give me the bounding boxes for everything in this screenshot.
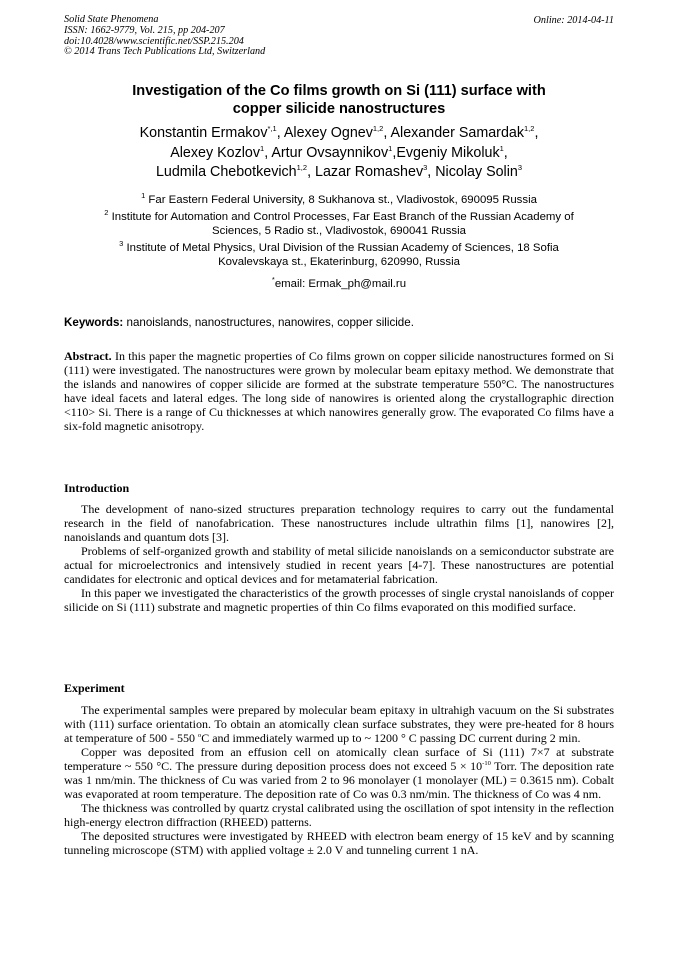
- author-line-3: Ludmila Chebotkevich$^{1,2}$, Lazar Romashev$^3$, Nicolay Solin$^3$: [155, 163, 523, 180]
- introduction-body: [64, 502, 614, 614]
- paragraph: [64, 703, 614, 745]
- affiliation-number: 2: [104, 207, 109, 217]
- paragraph: Problems of self-organized growth and stability of metal silicide nanoislands on a semiconductor substrate are actual for microelectronics and intensively studied in recent years [4-7]. These nanostructures are potential candidates for electronic and optical devices and for metamaterial fabrication.: [64, 544, 614, 586]
- section-heading-introduction: Introduction: [64, 481, 130, 495]
- paragraph-text: C and immediately warmed up to ~ 1200 ° C passing DC current during 2 min.: [201, 731, 581, 745]
- journal-issn: ISSN: 1662-9779, Vol. 215, pp 204-207: [64, 24, 225, 36]
- title-line-1: Investigation of the Co films growth on Si (111) surface with: [132, 83, 546, 99]
- author-list: [64, 124, 614, 183]
- paragraph: In this paper we investigated the characteristics of the growth processes of single crystal nanoislands of copper silicide on Si (111) substrate and magnetic properties of thin Co films evaporated on this modified surface.: [64, 586, 614, 614]
- author-name: Alexey Kozlov: [170, 144, 261, 161]
- affiliation-number: 1: [141, 191, 146, 201]
- paragraph-text: Copper was deposited from an effusion cell on atomically clean surface of Si (111) 7×7 at substrate temperature ~ 550 °C. The pressure during deposition process does not exceed 5 × 10: [64, 745, 614, 773]
- author-affil-sup: 1: [388, 143, 393, 153]
- paper-title: [64, 82, 614, 118]
- affiliation-number: 3: [119, 238, 124, 248]
- keywords-text: nanoislands, nanostructures, nanowires, copper silicide.: [123, 316, 414, 329]
- paragraph: The development of nano-sized structures preparation technology requires to carry out the fundamental research in the field of nanofabrication. These nanostructures include ultrathin films [1], nanowires [2], nanoislands and quantum dots [3].: [64, 502, 614, 544]
- affiliation-text: Institute for Automation and Control Processes, Far East Branch of the Russian Academy of: [111, 210, 574, 223]
- abstract-text: In this paper the magnetic properties of Co films grown on copper silicide nanostructures formed on Si (111) were investigated. The nanostructures were grown by molecular beam epitaxy method. We demonstrate that the islands and nanowires of copper silicide are formed at the substrate temperature 550°C. The nanostructures have ideal facets and lateral edges. The long side of nanowires is oriented along the crystallographic direction <110> Si. There is a range of Cu thicknesses at which nanowires generally grow. The evaporated Co films have a six-fold magnetic anisotropy.: [64, 349, 614, 433]
- affiliation-text-cont: Sciences, 5 Radio st., Vladivostok, 690041 Russia: [212, 225, 466, 238]
- author-name: Alexander Samardak: [390, 125, 524, 141]
- exponent-sup: -10: [482, 760, 491, 767]
- paragraph: [64, 745, 614, 801]
- author-affil-sup: 1,2: [524, 124, 535, 134]
- author-line-2: Alexey Kozlov$^1$, Artur Ovsaynnikov$^1$,Evgeniy Mikoluk$^1$,: [170, 143, 508, 161]
- keywords: [64, 316, 414, 329]
- section-heading-experiment: Experiment: [64, 681, 125, 695]
- online-date: Online: 2014-04-11: [533, 15, 614, 26]
- author-affil-sup: 3: [517, 163, 523, 173]
- experiment-body: [64, 703, 614, 857]
- author-name: Alexey Ognev: [283, 125, 373, 141]
- author-affil-sup: *,1: [267, 124, 277, 134]
- author-name: Nicolay Solin: [435, 164, 518, 180]
- author-name: Artur Ovsaynnikov: [271, 144, 389, 161]
- affiliation-1: [64, 193, 614, 208]
- affiliation-list: [64, 193, 614, 272]
- author-line-1: Konstantin Ermakov$^{*,1}$, Alexey Ognev$^{1,2}$, Alexander Samardak$^{1,2}$,: [139, 124, 539, 141]
- paragraph: The thickness was controlled by quartz crystal calibrated using the oscillation of spot intensity in the reflection high-energy electron diffraction (RHEED) patterns.: [64, 801, 614, 829]
- affiliation-text: Institute of Metal Physics, Ural Division of the Russian Academy of Sciences, 18 Sofia: [126, 241, 559, 254]
- email-sup: *: [271, 275, 275, 285]
- journal-copyright: © 2014 Trans Tech Publications Ltd, Switzerland: [64, 46, 266, 58]
- affiliation-text: Far Eastern Federal University, 8 Sukhanova st., Vladivostok, 690095 Russia: [148, 194, 537, 206]
- title-line-2: copper silicide nanostructures: [232, 101, 446, 117]
- journal-doi: doi:10.4028/www.scientific.net/SSP.215.204: [64, 35, 244, 47]
- keywords-label: Keywords:: [64, 316, 124, 329]
- author-name: Evgeniy Mikoluk: [396, 144, 500, 161]
- affiliation-2: [64, 207, 614, 239]
- abstract: [64, 349, 614, 433]
- author-name: Ludmila Chebotkevich: [155, 164, 297, 180]
- journal-name: Solid State Phenomena: [64, 14, 159, 25]
- email-text: email: Ermak_ph@mail.ru: [274, 278, 407, 290]
- paragraph-text: The experimental samples were prepared by molecular beam epitaxy in ultrahigh vacuum on the Si substrates with (111) surface orientation. To obtain an atomically clean surface substrates, they were pre-heated for 8 hours at temperature of 500 - 550: [64, 703, 614, 745]
- author-affil-sup: 1,2: [372, 124, 384, 134]
- author-name: Lazar Romashev: [315, 164, 424, 180]
- journal-header: [64, 15, 265, 58]
- author-affil-sup: 3: [423, 163, 428, 173]
- paragraph-text: Torr. The deposition rate was 1 nm/min. The thickness of Cu was varied from 2 to 96 monolayer (1 monolayer (ML) = 0.3615 nm). Cobalt was evaporated at room temperature. The deposition rate of Co was 0.3 nm/min. The thickness of Co was 4 nm.: [64, 759, 614, 801]
- contact-email: [64, 275, 614, 290]
- author-affil-sup: 1,2: [296, 163, 308, 173]
- paragraph: The deposited structures were investigated by RHEED with electron beam energy of 15 keV and by scanning tunneling microscope (STM) with applied voltage ± 2.0 V and tunneling current 1 nA.: [64, 829, 614, 857]
- author-affil-sup: 1: [499, 143, 504, 153]
- author-affil-sup: 1: [260, 143, 265, 153]
- affiliation-3: [64, 238, 614, 270]
- degree-sup: o: [197, 732, 202, 739]
- author-name: Konstantin Ermakov: [139, 125, 268, 141]
- affiliation-text-cont: Kovalevskaya st., Ekaterinburg, 620990, Russia: [218, 256, 460, 269]
- abstract-label: Abstract.: [64, 349, 112, 363]
